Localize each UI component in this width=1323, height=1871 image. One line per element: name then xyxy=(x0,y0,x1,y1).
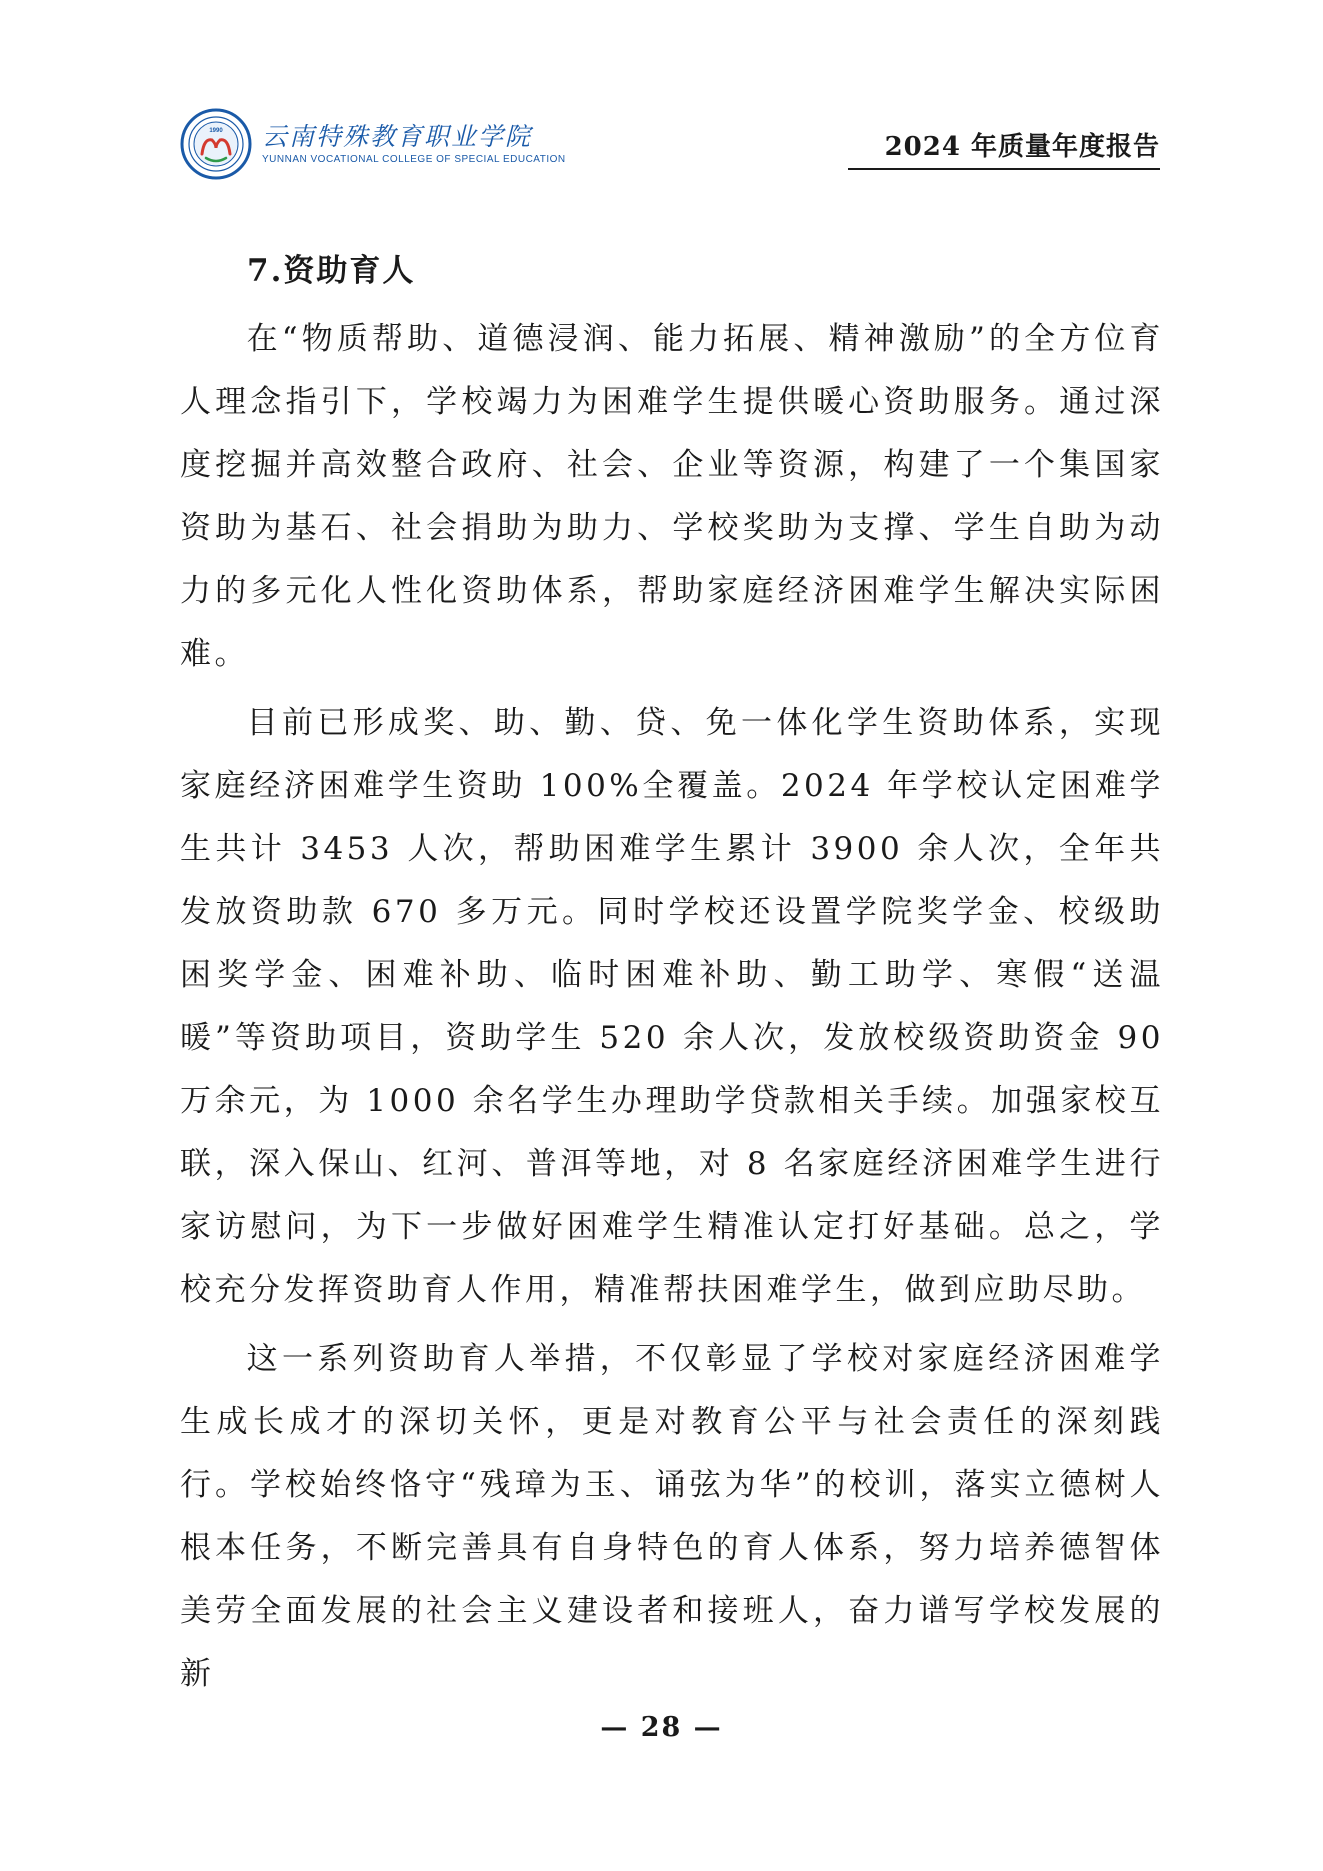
school-logo xyxy=(180,108,566,180)
page-content xyxy=(180,248,1164,1706)
paragraph-3: 这一系列资助育人举措，不仅彰显了学校对家庭经济困难学生成长成才的深切关怀，更是对教育公平与社会责任的深刻践行。学校始终恪守“残璋为玉、诵弦为华”的校训，落实立德树人根本任务，不断完善具有自身特色的育人体系，努力培养德智体美劳全面发展的社会主义建设者和接班人，奋力谱写学校发展的新 xyxy=(180,1341,1164,1692)
logo-year-text: 1990 xyxy=(209,128,223,134)
report-title: 2024 年质量年度报告 xyxy=(884,132,1160,162)
school-emblem-icon xyxy=(180,108,252,180)
section-title: 7.资助育人 xyxy=(247,253,416,289)
school-name-cn: 云南特殊教育职业学院 xyxy=(262,122,533,151)
school-name-en: YUNNAN VOCATIONAL COLLEGE OF SPECIAL EDUCATION xyxy=(262,154,566,165)
paragraph-2: 目前已形成奖、助、勤、贷、免一体化学生资助体系，实现家庭经济困难学生资助 100%全覆盖。2024 年学校认定困难学生共计 3453 人次，帮助困难学生累计 3900 余人次，全年共发放资助款 670 多万元。同时学校还设置学院奖学金、校级助困奖学金、困难补助、临时困难补助、勤工助学、寒假“送温暖”等资助项目，资助学生 520 余人次，发放校级资助资金 90 万余元，为 1000 余名学生办理助学贷款相关手续。加强家校互联，深入保山、红河、普洱等地，对 8 名家庭经济困难学生进行家访慰问，为下一步做好困难学生精准认定打好基础。总之，学校充分发挥资助育人作用，精准帮扶困难学生，做到应助尽助。 xyxy=(180,705,1164,1308)
paragraph-1: 在“物质帮助、道德浸润、能力拓展、精神激励”的全方位育人理念指引下，学校竭力为困难学生提供暖心资助服务。通过深度挖掘并高效整合政府、社会、企业等资源，构建了一个集国家资助为基石、社会捐助为助力、学校奖助为支撑、学生自助为动力的多元化人性化资助体系，帮助家庭经济困难学生解决实际困难。 xyxy=(180,321,1164,672)
header-divider xyxy=(848,168,1160,170)
logo-text xyxy=(262,121,566,167)
page-header xyxy=(180,108,1160,188)
page-number: — 28 — xyxy=(600,1712,723,1743)
